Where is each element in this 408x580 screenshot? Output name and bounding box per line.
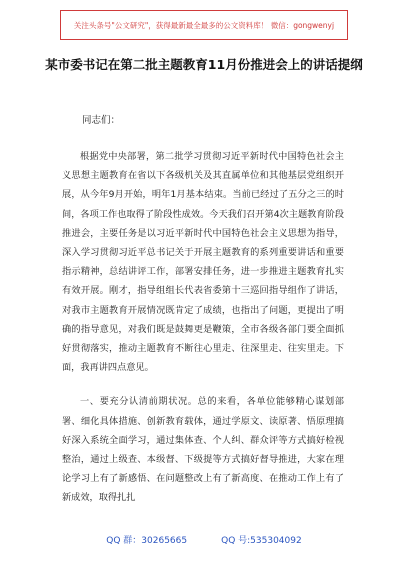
footer-qq-group: QQ 群：30265665 xyxy=(106,536,188,546)
greeting: 同志们： xyxy=(82,115,121,126)
paragraph-2: 一、要充分认清前期状况。总的来看，各单位能够精心谋划部署、细化具体措施、创新教育载体，通过学原文、读原著、悟原理搞好深入系统全面学习，通过集体查、个人纠、群众评等方式搞好检视整治，通过上级查、本级督、下级提等方式搞好督导推进，大家在理论学习上有了新感悟、在问题整改上有了新高度、在推动工作上有了新成效，取得扎扎 xyxy=(62,396,344,504)
document-title: 某市委书记在第二批主题教育11月份推进会上的讲话提纲 xyxy=(45,57,363,72)
paragraph-1: 根据党中央部署，第二批学习贯彻习近平新时代中国特色社会主义思想主题教育在省以下各级机关及其直属单位和其他基层党组织开展，从今年9月开始，明年1月基本结束。当前已经过了五分之三的时间，各项工作也取得了阶段性成效。今天我们召开第4次主题教育阶段推进会，主要任务是以习近平新时代中国特色社会主义思想为指导，深入学习贯彻习近平总书记关于开展主题教育的系列重要讲话和重要指示精神，总结讲评工作，部署安排任务，进一步推进主题教育扎实有效开展。刚才，指导组组长代表省委第十三巡回指导组作了讲话，对我市主题教育开展情况既肯定了成绩，也指出了问题，更提出了明确的指导意见，对我们既是鼓舞更是鞭策，全市各级各部门要全面抓好贯彻落实，推动主题教育不断往心里走、往深里走、往实里走。下面，我再讲四点意见。 xyxy=(62,151,344,374)
footer-qq-number: QQ 号:535304092 xyxy=(221,536,302,546)
header-banner xyxy=(60,10,348,40)
header-banner-text: 关注头条号"公文研究"，获得最新最全最多的公文资料库！ 微信：gongwenyj xyxy=(73,20,335,30)
footer xyxy=(0,533,408,549)
document-body xyxy=(62,147,344,508)
